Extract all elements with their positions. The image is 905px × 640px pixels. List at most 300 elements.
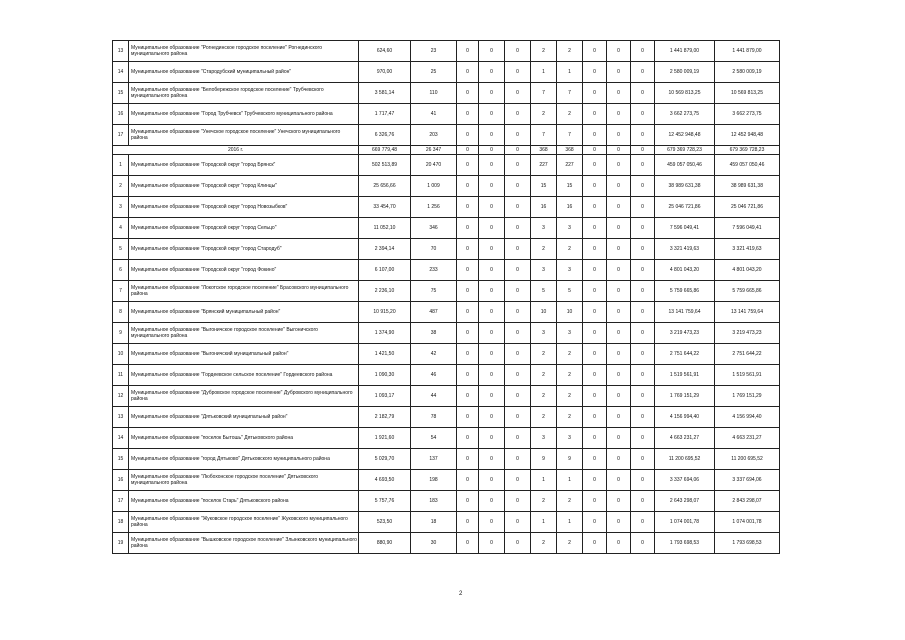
c9-cell: 0 [583,449,607,470]
c6-cell: 0 [505,104,531,125]
area-cell: 2 236,10 [359,281,411,302]
persons-cell: 75 [411,281,457,302]
c8-cell: 1 [557,62,583,83]
table-row [113,260,780,281]
c9-cell: 0 [583,41,607,62]
c10-cell: 0 [607,176,631,197]
row-number-cell: 14 [113,62,129,83]
row-number-cell: 6 [113,260,129,281]
row-number-cell: 19 [113,533,129,554]
c11-cell: 0 [631,218,655,239]
c11-cell: 0 [631,386,655,407]
row-number-cell: 18 [113,512,129,533]
area-cell: 1 717,47 [359,104,411,125]
c11-cell: 0 [631,428,655,449]
table-row [113,176,780,197]
persons-cell: 346 [411,218,457,239]
cost2-cell: 1 074 001,78 [715,512,780,533]
c11-cell: 0 [631,197,655,218]
cost-cell: 2 751 644,22 [655,344,715,365]
c4-cell: 0 [457,302,479,323]
municipality-name-cell: Муниципальное образование "Локотское городское поселение" Брасовского муниципального района [129,281,359,302]
persons-cell: 487 [411,302,457,323]
municipality-name-cell: Муниципальное образование "Выгоничское городское поселение" Выгоничского муниципального района [129,323,359,344]
c9-cell: 0 [583,146,607,155]
cost-cell: 7 596 049,41 [655,218,715,239]
c6-cell: 0 [505,125,531,146]
c8-cell: 1 [557,470,583,491]
cost-cell: 2 580 009,19 [655,62,715,83]
c10-cell: 0 [607,302,631,323]
c4-cell: 0 [457,239,479,260]
cost2-cell: 25 046 721,86 [715,197,780,218]
cost2-cell: 5 759 665,86 [715,281,780,302]
c8-cell: 2 [557,407,583,428]
c4-cell: 0 [457,41,479,62]
c6-cell: 0 [505,302,531,323]
c11-cell: 0 [631,260,655,281]
c8-cell: 2 [557,41,583,62]
c8-cell: 7 [557,83,583,104]
table-body [113,41,780,554]
c4-cell: 0 [457,83,479,104]
cost-cell: 459 057 050,46 [655,155,715,176]
row-number-cell: 11 [113,365,129,386]
municipality-name-cell: Муниципальное образование "поселок Старь" Дятьковского района [129,491,359,512]
municipality-name-cell: Муниципальное образование "Город Трубчевск" Трубчевского муниципального района [129,104,359,125]
c11-cell: 0 [631,62,655,83]
year-label-cell: 2016 г. [113,146,359,155]
c10-cell: 0 [607,41,631,62]
c9-cell: 0 [583,62,607,83]
municipality-name-cell: Муниципальное образование "Городской округ "город Сельцо" [129,218,359,239]
c10-cell: 0 [607,428,631,449]
cost-cell: 10 569 813,25 [655,83,715,104]
c6-cell: 0 [505,365,531,386]
c11-cell: 0 [631,239,655,260]
c4-cell: 0 [457,260,479,281]
area-cell: 10 915,20 [359,302,411,323]
row-number-cell: 16 [113,104,129,125]
c5-cell: 0 [479,218,505,239]
c7-cell: 227 [531,155,557,176]
c7-cell: 5 [531,281,557,302]
c4-cell: 0 [457,512,479,533]
c8-cell: 3 [557,260,583,281]
c11-cell: 0 [631,176,655,197]
c6-cell: 0 [505,281,531,302]
c8-cell: 3 [557,428,583,449]
c9-cell: 0 [583,260,607,281]
c5-cell: 0 [479,302,505,323]
c9-cell: 0 [583,176,607,197]
table-row [113,197,780,218]
c10-cell: 0 [607,491,631,512]
c8-cell: 1 [557,512,583,533]
table-row [113,407,780,428]
c4-cell: 0 [457,62,479,83]
cost2-cell: 1 793 698,53 [715,533,780,554]
c5-cell: 0 [479,491,505,512]
cost2-cell: 4 663 231,27 [715,428,780,449]
c6-cell: 0 [505,83,531,104]
c8-cell: 3 [557,218,583,239]
c9-cell: 0 [583,386,607,407]
municipality-name-cell: Муниципальное образование "Рогнединское городское поселение" Рогнединского муниципального района [129,41,359,62]
c10-cell: 0 [607,83,631,104]
c7-cell: 10 [531,302,557,323]
row-number-cell: 9 [113,323,129,344]
c7-cell: 1 [531,470,557,491]
c10-cell: 0 [607,344,631,365]
cost2-cell: 2 843 298,07 [715,491,780,512]
c9-cell: 0 [583,470,607,491]
c7-cell: 3 [531,260,557,281]
c6-cell: 0 [505,146,531,155]
table-row [113,491,780,512]
persons-cell: 137 [411,449,457,470]
c8-cell: 15 [557,176,583,197]
c6-cell: 0 [505,386,531,407]
cost-cell: 2 643 298,07 [655,491,715,512]
c9-cell: 0 [583,323,607,344]
c6-cell: 0 [505,512,531,533]
municipality-name-cell: Муниципальное образование "Унечское городское поселение" Унечского муниципального района [129,125,359,146]
c7-cell: 2 [531,104,557,125]
cost2-cell: 10 569 813,25 [715,83,780,104]
area-cell: 11 052,10 [359,218,411,239]
cost2-cell: 7 596 049,41 [715,218,780,239]
municipality-name-cell: Муниципальное образование "Любохонское городское поселение" Дятьковского муниципального района [129,470,359,491]
row-number-cell: 7 [113,281,129,302]
c4-cell: 0 [457,449,479,470]
c10-cell: 0 [607,470,631,491]
c9-cell: 0 [583,533,607,554]
c4-cell: 0 [457,104,479,125]
cost2-cell: 3 219 473,23 [715,323,780,344]
c5-cell: 0 [479,281,505,302]
c7-cell: 2 [531,533,557,554]
table-row [113,428,780,449]
municipality-name-cell: Муниципальное образование "Городской округ "город Стародуб" [129,239,359,260]
municipality-name-cell: Муниципальное образование "Стародубский муниципальный район" [129,62,359,83]
cost-cell: 5 759 665,86 [655,281,715,302]
c9-cell: 0 [583,428,607,449]
c11-cell: 0 [631,323,655,344]
cost2-cell: 4 801 043,20 [715,260,780,281]
c6-cell: 0 [505,41,531,62]
area-cell: 6 107,00 [359,260,411,281]
c5-cell: 0 [479,104,505,125]
c5-cell: 0 [479,428,505,449]
area-cell: 2 182,79 [359,407,411,428]
table-row [113,62,780,83]
row-number-cell: 15 [113,83,129,104]
area-cell: 33 454,70 [359,197,411,218]
c5-cell: 0 [479,386,505,407]
area-cell: 624,60 [359,41,411,62]
c7-cell: 7 [531,125,557,146]
c5-cell: 0 [479,407,505,428]
c6-cell: 0 [505,407,531,428]
c11-cell: 0 [631,344,655,365]
c4-cell: 0 [457,365,479,386]
cost-cell: 1 793 698,53 [655,533,715,554]
c8-cell: 2 [557,104,583,125]
c10-cell: 0 [607,365,631,386]
persons-cell: 25 [411,62,457,83]
cost2-cell: 11 200 695,52 [715,449,780,470]
c10-cell: 0 [607,512,631,533]
row-number-cell: 4 [113,218,129,239]
c4-cell: 0 [457,155,479,176]
c4-cell: 0 [457,386,479,407]
c11-cell: 0 [631,41,655,62]
table-row [113,344,780,365]
municipality-name-cell: Муниципальное образование "Дубровское городское поселение" Дубровского муниципального района [129,386,359,407]
row-number-cell: 17 [113,491,129,512]
persons-cell: 70 [411,239,457,260]
cost-cell: 25 046 721,86 [655,197,715,218]
row-number-cell: 5 [113,239,129,260]
c9-cell: 0 [583,281,607,302]
c9-cell: 0 [583,104,607,125]
municipality-name-cell: Муниципальное образование "поселок Бытошь" Дятьковского района [129,428,359,449]
area-cell: 3 581,14 [359,83,411,104]
c11-cell: 0 [631,449,655,470]
persons-cell: 183 [411,491,457,512]
row-number-cell: 14 [113,428,129,449]
c4-cell: 0 [457,470,479,491]
c5-cell: 0 [479,41,505,62]
persons-cell: 54 [411,428,457,449]
area-cell: 1 921,60 [359,428,411,449]
c5-cell: 0 [479,83,505,104]
c7-cell: 2 [531,41,557,62]
c11-cell: 0 [631,83,655,104]
c6-cell: 0 [505,491,531,512]
row-number-cell: 10 [113,344,129,365]
c10-cell: 0 [607,533,631,554]
table-row [113,155,780,176]
persons-cell: 18 [411,512,457,533]
cost-cell: 3 321 419,63 [655,239,715,260]
c9-cell: 0 [583,365,607,386]
table-row [113,302,780,323]
cost2-cell: 4 156 994,40 [715,407,780,428]
c11-cell: 0 [631,491,655,512]
municipality-name-cell: Муниципальное образование "Жуковское городское поселение" Жуковского муниципального района [129,512,359,533]
row-number-cell: 12 [113,386,129,407]
table-total-row [113,146,780,155]
area-cell: 5 029,70 [359,449,411,470]
c8-cell: 368 [557,146,583,155]
municipality-name-cell: Муниципальное образование "Гордеевское сельское поселение" Гордеевского района [129,365,359,386]
c6-cell: 0 [505,239,531,260]
c8-cell: 2 [557,386,583,407]
cost2-cell: 2 751 644,22 [715,344,780,365]
cost-cell: 4 156 994,40 [655,407,715,428]
area-cell: 970,00 [359,62,411,83]
table-row [113,533,780,554]
c9-cell: 0 [583,239,607,260]
c7-cell: 2 [531,365,557,386]
c5-cell: 0 [479,533,505,554]
row-number-cell: 17 [113,125,129,146]
cost2-cell: 1 519 561,91 [715,365,780,386]
c11-cell: 0 [631,125,655,146]
persons-cell: 203 [411,125,457,146]
c5-cell: 0 [479,344,505,365]
c11-cell: 0 [631,281,655,302]
table-row [113,281,780,302]
c5-cell: 0 [479,239,505,260]
c11-cell: 0 [631,512,655,533]
c7-cell: 3 [531,428,557,449]
c7-cell: 2 [531,344,557,365]
row-number-cell: 15 [113,449,129,470]
municipality-name-cell: Муниципальное образование "Белобережское городское поселение" Трубчевского муниципального района [129,83,359,104]
c10-cell: 0 [607,155,631,176]
c6-cell: 0 [505,176,531,197]
c11-cell: 0 [631,365,655,386]
table-row [113,218,780,239]
municipality-name-cell: Муниципальное образование "Городской округ "город Новозыбков" [129,197,359,218]
c9-cell: 0 [583,125,607,146]
table-row [113,83,780,104]
c6-cell: 0 [505,533,531,554]
c7-cell: 2 [531,407,557,428]
area-cell: 880,90 [359,533,411,554]
c8-cell: 2 [557,365,583,386]
c5-cell: 0 [479,449,505,470]
cost-cell: 4 801 043,20 [655,260,715,281]
table-row [113,386,780,407]
persons-cell: 30 [411,533,457,554]
c8-cell: 2 [557,533,583,554]
c9-cell: 0 [583,407,607,428]
c4-cell: 0 [457,176,479,197]
c9-cell: 0 [583,218,607,239]
persons-cell: 42 [411,344,457,365]
cost-cell: 3 219 473,23 [655,323,715,344]
c9-cell: 0 [583,197,607,218]
cost2-cell: 13 141 759,64 [715,302,780,323]
persons-cell: 41 [411,104,457,125]
table-row [113,365,780,386]
c8-cell: 2 [557,491,583,512]
c10-cell: 0 [607,260,631,281]
c5-cell: 0 [479,176,505,197]
c6-cell: 0 [505,344,531,365]
cost-cell: 13 141 759,64 [655,302,715,323]
municipality-name-cell: Муниципальное образование "Городской округ "город Брянск" [129,155,359,176]
table-row [113,449,780,470]
c6-cell: 0 [505,428,531,449]
cost-cell: 679 369 728,23 [655,146,715,155]
c7-cell: 368 [531,146,557,155]
c4-cell: 0 [457,323,479,344]
persons-cell: 44 [411,386,457,407]
persons-cell: 23 [411,41,457,62]
municipality-name-cell: Муниципальное образование "Дятьковский муниципальный район" [129,407,359,428]
c11-cell: 0 [631,533,655,554]
cost2-cell: 459 057 050,46 [715,155,780,176]
c5-cell: 0 [479,146,505,155]
c8-cell: 3 [557,323,583,344]
c6-cell: 0 [505,62,531,83]
c10-cell: 0 [607,449,631,470]
c7-cell: 15 [531,176,557,197]
cost2-cell: 2 580 009,19 [715,62,780,83]
c6-cell: 0 [505,155,531,176]
c8-cell: 16 [557,197,583,218]
c6-cell: 0 [505,218,531,239]
cost2-cell: 12 452 948,48 [715,125,780,146]
c5-cell: 0 [479,197,505,218]
c4-cell: 0 [457,491,479,512]
c7-cell: 1 [531,512,557,533]
c7-cell: 1 [531,62,557,83]
c10-cell: 0 [607,125,631,146]
cost-cell: 1 074 001,78 [655,512,715,533]
c8-cell: 227 [557,155,583,176]
persons-cell: 46 [411,365,457,386]
c11-cell: 0 [631,470,655,491]
c5-cell: 0 [479,260,505,281]
c4-cell: 0 [457,146,479,155]
persons-cell: 78 [411,407,457,428]
c8-cell: 2 [557,344,583,365]
c6-cell: 0 [505,323,531,344]
c6-cell: 0 [505,470,531,491]
c9-cell: 0 [583,83,607,104]
c8-cell: 5 [557,281,583,302]
c6-cell: 0 [505,449,531,470]
c7-cell: 3 [531,323,557,344]
area-cell: 5 757,76 [359,491,411,512]
cost-cell: 4 663 231,27 [655,428,715,449]
c10-cell: 0 [607,239,631,260]
c11-cell: 0 [631,407,655,428]
row-number-cell: 16 [113,470,129,491]
cost-cell: 1 519 561,91 [655,365,715,386]
area-cell: 1 090,30 [359,365,411,386]
persons-cell: 198 [411,470,457,491]
c11-cell: 0 [631,302,655,323]
table-row [113,41,780,62]
c10-cell: 0 [607,62,631,83]
c5-cell: 0 [479,365,505,386]
c5-cell: 0 [479,155,505,176]
c11-cell: 0 [631,155,655,176]
c9-cell: 0 [583,155,607,176]
cost2-cell: 679 369 728,23 [715,146,780,155]
cost-cell: 12 452 948,48 [655,125,715,146]
c5-cell: 0 [479,62,505,83]
cost-cell: 3 662 273,75 [655,104,715,125]
row-number-cell: 3 [113,197,129,218]
c7-cell: 16 [531,197,557,218]
data-table [112,40,780,554]
page-number: 2 [459,591,463,597]
c7-cell: 7 [531,83,557,104]
area-cell: 25 656,66 [359,176,411,197]
c7-cell: 2 [531,239,557,260]
cost2-cell: 38 989 631,38 [715,176,780,197]
area-cell: 4 693,50 [359,470,411,491]
cost-cell: 38 989 631,38 [655,176,715,197]
